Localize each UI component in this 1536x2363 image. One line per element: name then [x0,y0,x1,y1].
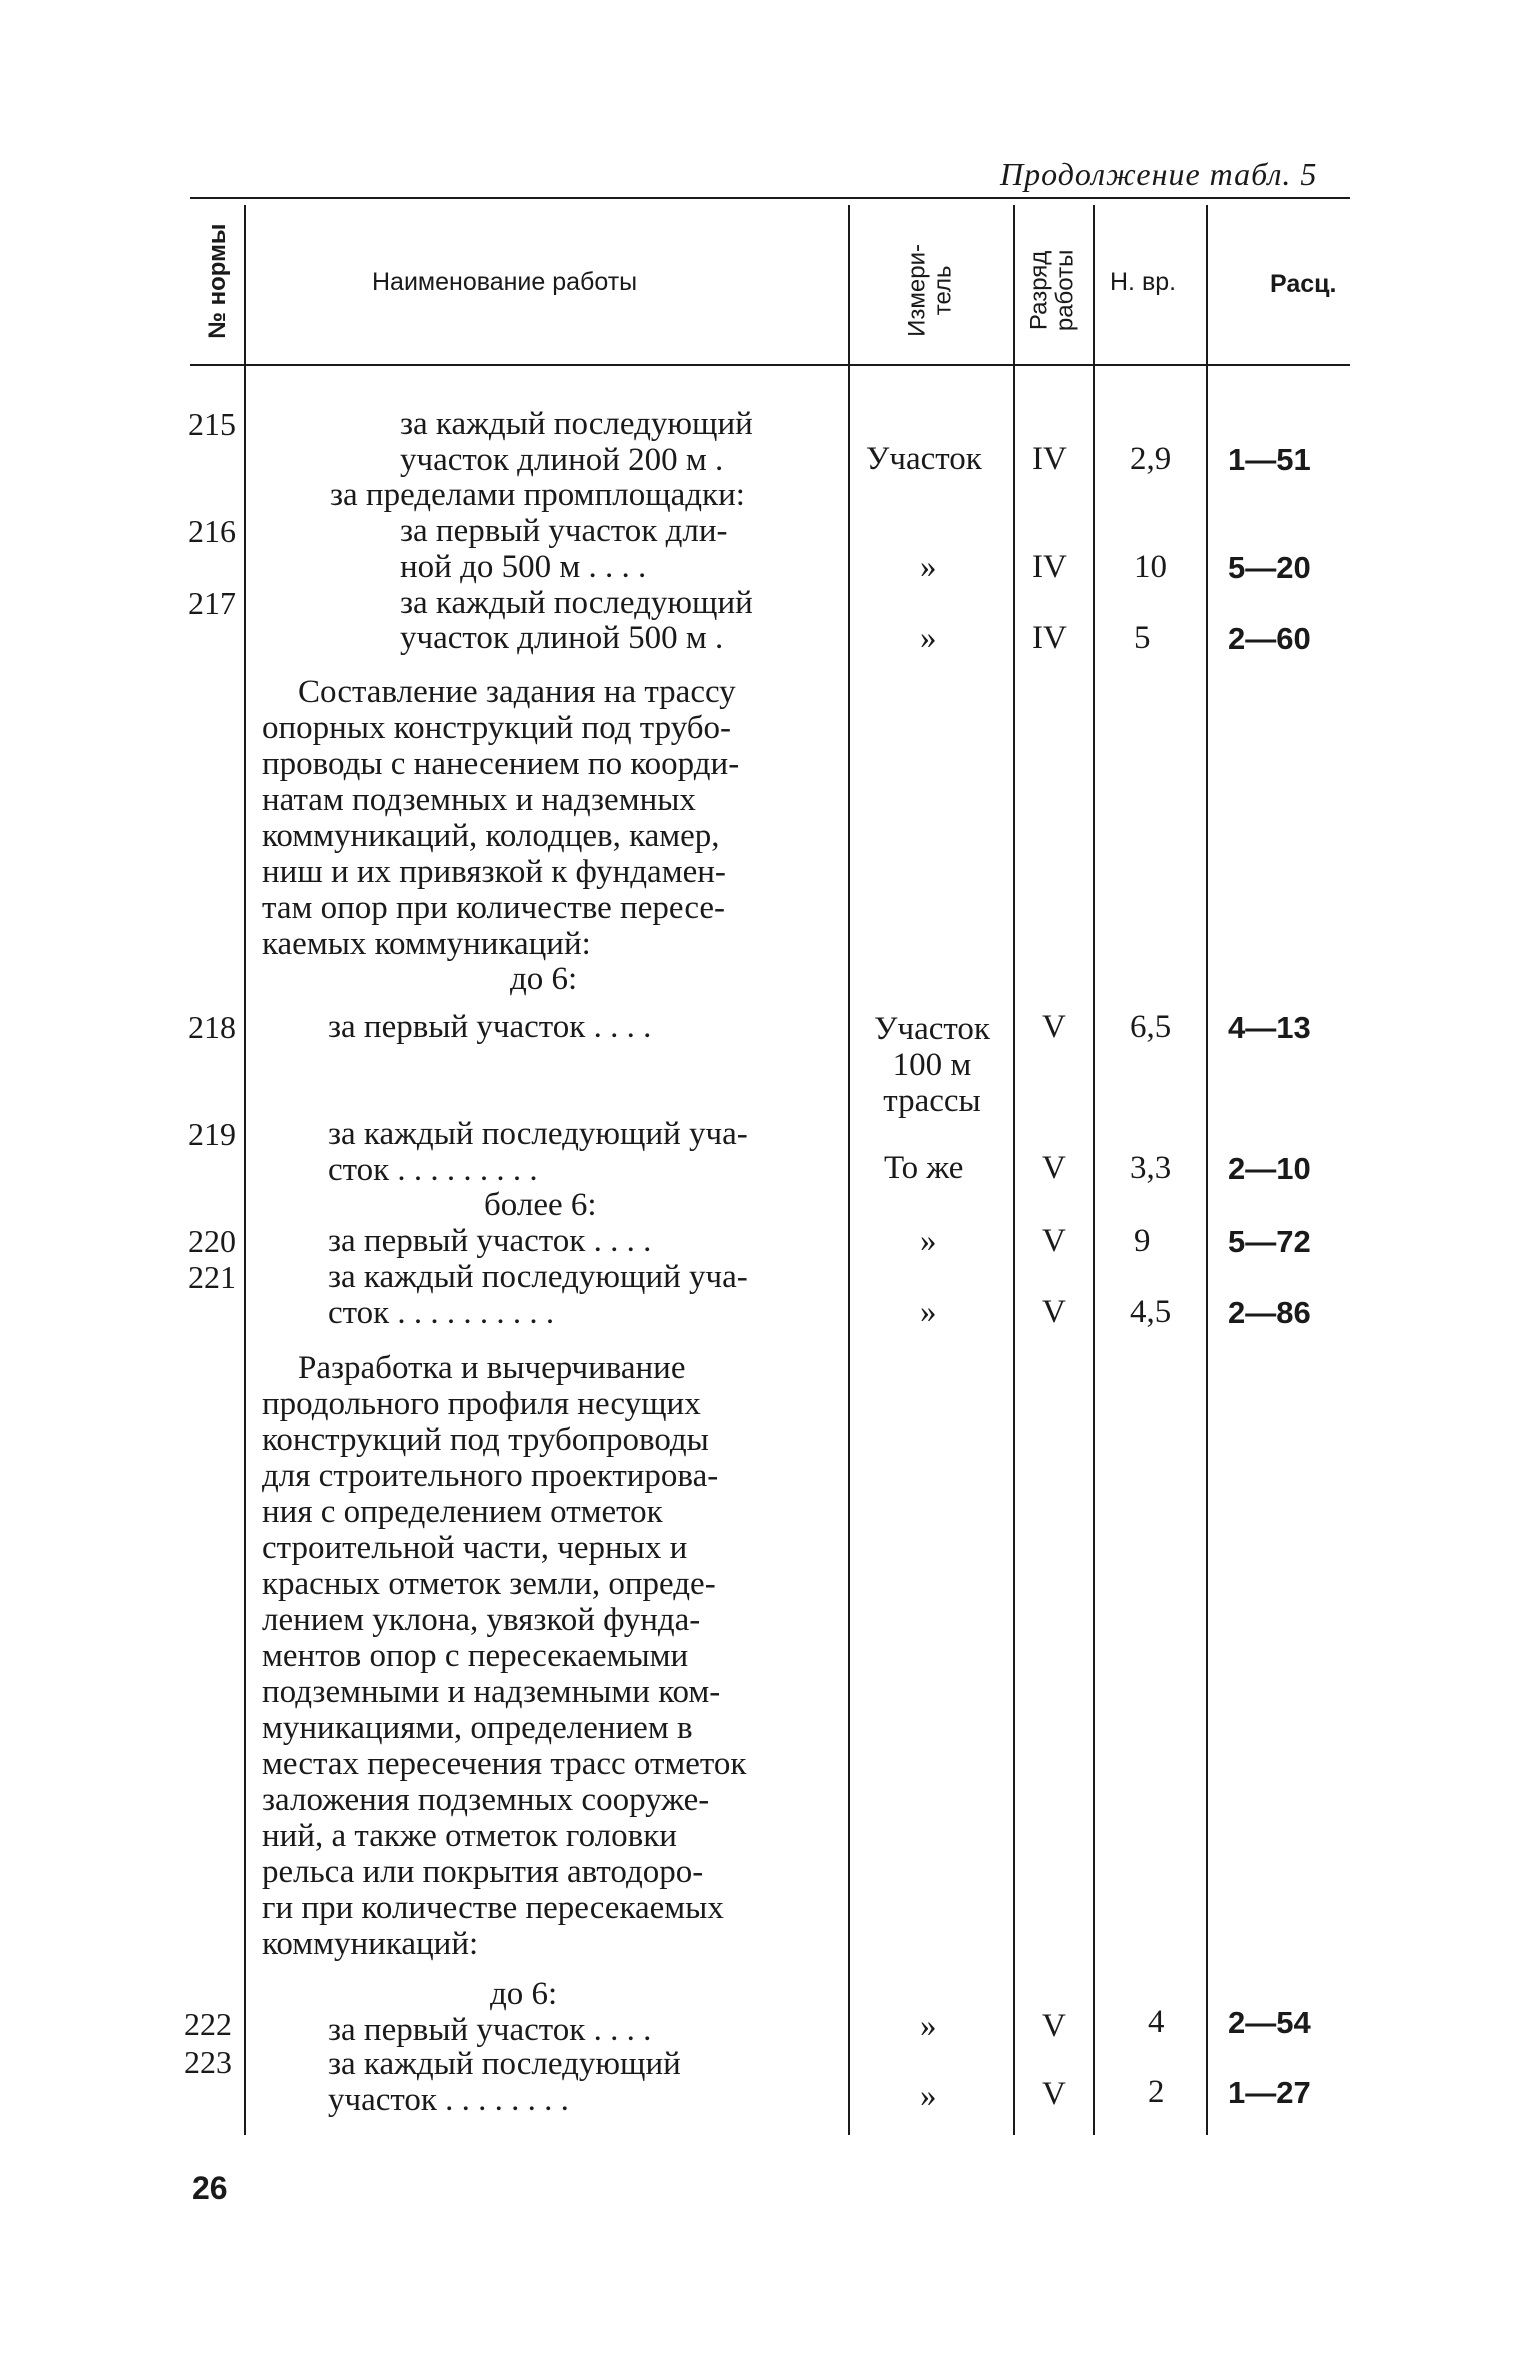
description-line: местах пересечения трасс отметок [262,1746,747,1782]
norm-time-cell: 2 [1148,2074,1165,2110]
norm-number: 221 [188,1259,236,1295]
description-line: Разработка и вычерчивание [298,1350,686,1386]
norm-number: 222 [184,2006,232,2042]
norm-time-cell: 4 [1148,2004,1165,2040]
col-divider-2 [848,205,850,2135]
description-line: коммуникаций: [262,1926,479,1962]
header-col-number: № нормы [203,223,231,339]
norm-number: 216 [188,513,236,549]
price-cell: 1—27 [1228,2075,1311,2110]
description-line: заложения подземных сооруже- [262,1782,710,1818]
unit-cell: » [920,1294,937,1330]
header-bottom-rule [190,364,1350,366]
work-name-line: участок . . . . . . . . [328,2082,569,2118]
grade-cell: V [1042,1009,1066,1045]
col-divider-5 [1206,205,1208,2135]
work-name-line: ной до 500 м . . . . [400,549,647,585]
unit-cell: » [920,2008,937,2044]
description-line: каемых коммуникаций: [262,926,591,962]
table-top-rule [190,197,1350,199]
work-name-line: за каждый последующий [400,406,753,442]
price-cell: 4—13 [1228,1010,1311,1045]
col-divider-3 [1013,205,1015,2135]
norm-time-cell: 2,9 [1130,441,1172,477]
price-cell: 2—86 [1228,1295,1311,1330]
description-line: ги при количестве пересекаемых [262,1890,724,1926]
grade-cell: IV [1032,549,1067,585]
work-name-line: участок длиной 200 м . [400,442,724,478]
unit-cell: » [920,2078,937,2114]
grade-cell: V [1042,2076,1066,2112]
description-line: ния с определением отметок [262,1494,663,1530]
work-name-line: за каждый последующий [400,585,753,621]
price-cell: 2—10 [1228,1151,1311,1186]
price-cell: 2—60 [1228,621,1311,656]
price-cell: 5—20 [1228,550,1311,585]
section-subheading: более 6: [484,1187,597,1223]
section-subheading: за пределами промплощадки: [330,477,745,513]
work-name-line: сток . . . . . . . . . . [328,1295,555,1331]
col-divider-4 [1093,205,1095,2135]
norm-number: 218 [188,1009,236,1045]
norm-number: 215 [188,406,236,442]
description-line: для строительного проектирова- [262,1458,719,1494]
description-line: ниш и их привязкой к фундамен- [262,854,726,890]
description-line: ний, а также отметок головки [262,1818,677,1854]
unit-cell: Участок 100 м трассы [874,1011,990,1119]
header-col-name: Наименование работы [372,268,638,296]
unit-cell: То же [884,1150,964,1186]
grade-cell: V [1042,1150,1066,1186]
description-line: лением уклона, увязкой фунда- [262,1602,701,1638]
description-line: там опор при количестве пересе- [262,890,726,926]
description-line: конструкций под трубопроводы [262,1422,709,1458]
unit-cell: » [920,549,937,585]
norm-time-cell: 3,3 [1130,1150,1172,1186]
page-number: 26 [192,2170,228,2206]
work-name-line: за первый участок . . . . [328,1009,652,1045]
grade-cell: IV [1032,620,1067,656]
work-name-line: за первый участок . . . . [328,2012,652,2048]
norm-number: 217 [188,585,236,621]
norm-number: 223 [184,2044,232,2080]
description-line: натам подземных и надземных [262,782,696,818]
description-line: проводы с нанесением по коорди- [262,746,740,782]
table-caption: Продолжение табл. 5 [1000,156,1318,192]
header-col-unit: Измери- тель [903,243,957,337]
norm-time-cell: 9 [1134,1223,1151,1259]
description-line: продольного профиля несущих [262,1386,701,1422]
col-divider-1 [244,205,246,2135]
header-col-price: Расц. [1270,270,1337,298]
description-line: коммуникаций, колодцев, камер, [262,818,720,854]
grade-cell: V [1042,2008,1066,2044]
work-name-line: участок длиной 500 м . [400,620,724,656]
price-cell: 2—54 [1228,2005,1311,2040]
header-col-norm: Н. вр. [1110,268,1177,296]
norm-time-cell: 10 [1134,549,1167,585]
description-line: ментов опор с пересекаемыми [262,1638,689,1674]
norm-number: 219 [188,1116,236,1152]
grade-cell: V [1042,1294,1066,1330]
unit-cell: » [920,1223,937,1259]
price-cell: 1—51 [1228,442,1311,477]
description-line: Составление задания на трассу [298,674,736,710]
work-name-line: за каждый последующий [328,2046,681,2082]
description-line: рельса или покрытия автодоро- [262,1854,704,1890]
norm-time-cell: 6,5 [1130,1009,1172,1045]
work-name-line: за первый участок дли- [400,513,728,549]
norm-number: 220 [188,1223,236,1259]
header-col-grade: Разряд работы [1025,249,1079,332]
description-line: опорных конструкций под трубо- [262,710,732,746]
work-name-line: за первый участок . . . . [328,1223,652,1259]
work-name-line: за каждый последующий уча- [328,1116,748,1152]
grade-cell: IV [1032,441,1067,477]
description-line: красных отметок земли, опреде- [262,1566,716,1602]
description-line: строительной части, черных и [262,1530,688,1566]
unit-cell: » [920,620,937,656]
section-subheading: до 6: [490,1976,558,2012]
price-cell: 5—72 [1228,1224,1311,1259]
work-name-line: сток . . . . . . . . . [328,1152,538,1188]
work-name-line: за каждый последующий уча- [328,1259,748,1295]
unit-cell: Участок [866,441,982,477]
grade-cell: V [1042,1223,1066,1259]
description-line: подземными и надземными ком- [262,1674,721,1710]
norm-time-cell: 5 [1134,620,1151,656]
norm-time-cell: 4,5 [1130,1294,1172,1330]
description-line: муникациями, определением в [262,1710,693,1746]
section-subheading: до 6: [510,961,578,997]
